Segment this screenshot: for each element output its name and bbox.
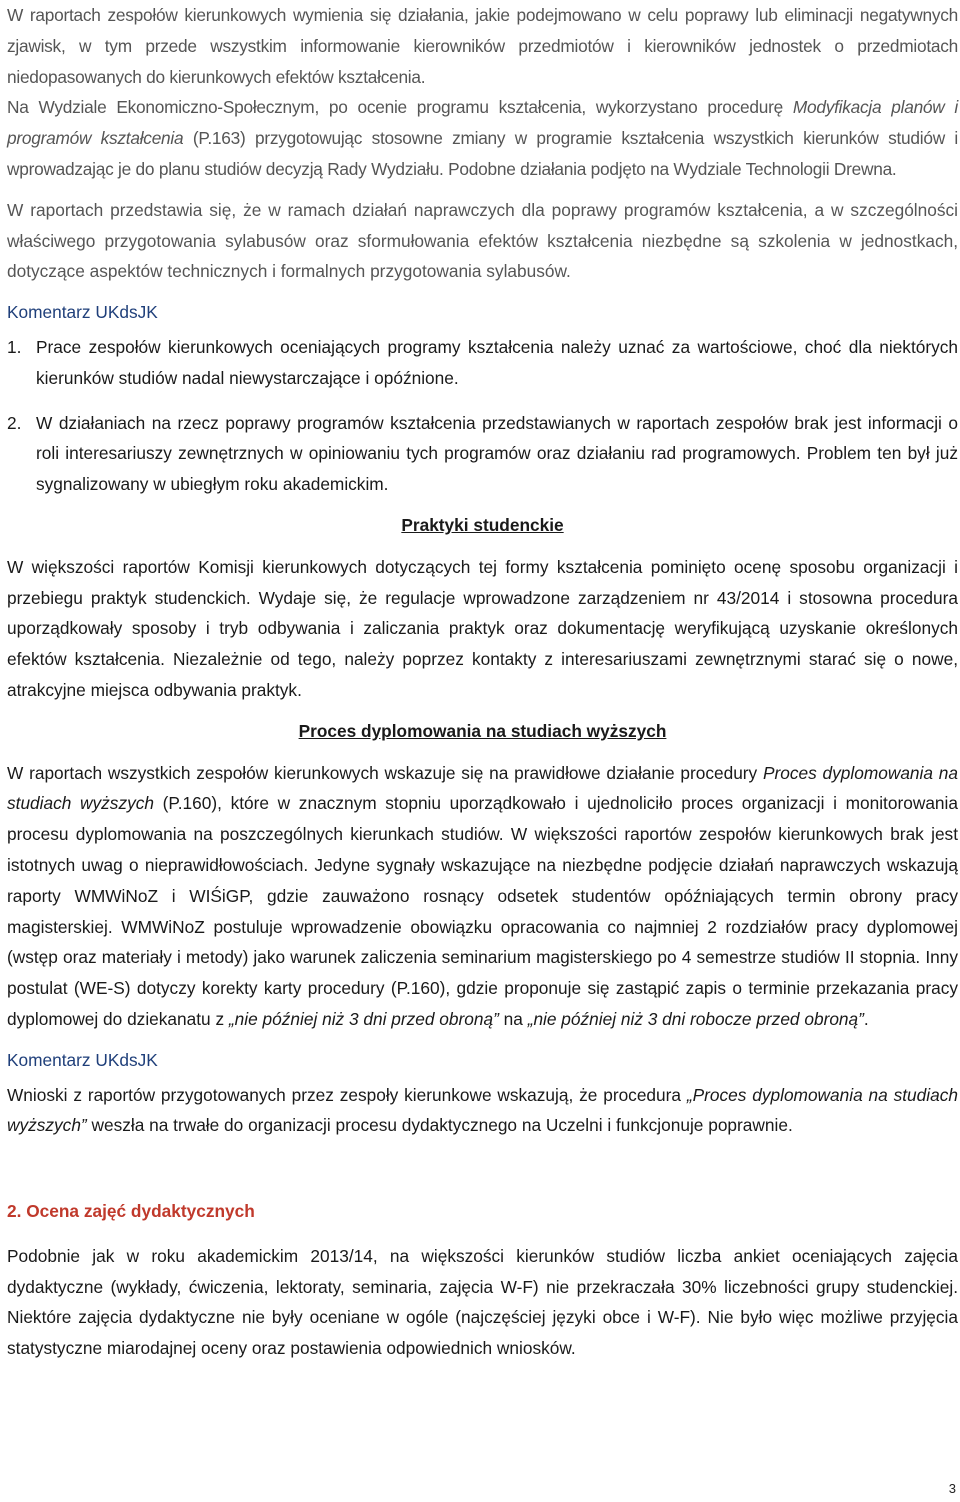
- list-item: [7, 332, 958, 394]
- section-heading: 2. Ocena zajęć dydaktycznych: [7, 1201, 255, 1222]
- text-span: Na Wydziale Ekonomiczno-Społecznym, po ocenie programu kształcenia, wykorzystano procedurę: [7, 97, 793, 118]
- text-span: weszła na trwałe do organizacji procesu dydaktycznego na Uczelni i funkcjonuje poprawnie.: [86, 1115, 793, 1136]
- text-span: (P.163) przygotowując stosowne zmiany w programie kształcenia wszystkich kierunków studiów i wprowadzając je do planu studiów decyzją Rady Wydziału. Podobne działania podjęto na Wydziale Technologii Drewna.: [7, 128, 958, 179]
- list-item: [7, 408, 958, 500]
- comment-list: [7, 332, 958, 500]
- text-span: W raportach wszystkich zespołów kierunkowych wskazuje się na prawidłowe działanie procedury: [7, 762, 763, 783]
- paragraph-wes: [7, 92, 958, 184]
- paragraph-dyplomowanie: [7, 758, 958, 1035]
- komentarz-label: Komentarz UKdsJK: [7, 1049, 158, 1070]
- paragraph-actions: W raportach zespołów kierunkowych wymienia się działania, jakie podejmowano w celu poprawy lub eliminacji negatywnych zjawisk, w tym przede wszystkim informowanie kierowników przedmiotów i kierowników jednostek o przedmiotach niedopasowanych do kierunkowych efektów kształcenia.: [7, 5, 958, 87]
- heading-praktyki: Praktyki studenckie: [401, 514, 564, 535]
- procedure-name: Proces dyplomowania na studiach wyższych: [7, 762, 958, 814]
- heading-dyplomowanie: Proces dyplomowania na studiach wyższych: [298, 720, 667, 741]
- list-number: 1.: [7, 336, 22, 357]
- paragraph-wnioski: [7, 1080, 958, 1142]
- paragraph-training: W raportach przedstawia się, że w ramach działań naprawczych dla poprawy programów kształcenia, a w szczególności właściwego przygotowania sylabusów oraz sformułowania efektów kształcenia niezbędne są szkolenia w jednostkach, dotyczące aspektów technicznych i formalnych przygotowania sylabusów.: [7, 199, 958, 282]
- quote-text: „nie później niż 3 dni robocze przed obroną”: [527, 1008, 864, 1029]
- paragraph-praktyki: W większości raportów Komisji kierunkowych dotyczących tej formy kształcenia pominięto ocenę sposobu organizacji i przebiegu praktyk studenckich. Wydaje się, że regulacje wprowadzone zarządzeniem nr 43/2014 i stosowna procedura uporządkowały sposoby i tryb odbywania i zaliczania praktyk oraz dokumentację weryfikującą uzyskanie określonych efektów kształcenia. Niezależnie od tego, należy poprzez kontakty z interesariuszami zewnętrznymi starać się o nowe, atrakcyjne miejsca odbywania praktyk.: [7, 556, 958, 700]
- list-text: Prace zespołów kierunkowych oceniających programy kształcenia należy uznać za wartościowe, choć dla niektórych kierunków studiów nadal niewystarczające i opóźnione.: [36, 336, 958, 388]
- page-number: 3: [948, 1481, 956, 1496]
- text-span: (P.160), które w znacznym stopniu uporządkowało i ujednoliciło proces organizacji i monitorowania procesu dyplomowania na poszczególnych kierunkach studiów. W większości raportów zespołów kierunkowych brak jest istotnych uwag o nieprawidłowościach. Jedyne sygnały wskazujące na niezbędne podjęcie działań naprawczych wskazują raporty WMWiNoZ i WIŚiGP, gdzie zauważono rosnący odsetek studentów opóźniających termin obrony pracy magisterskiej. WMWiNoZ postuluje wprowadzenie obowiązku opracowania co najmniej 2 rozdziałów pracy dyplomowej (wstęp oraz materiały i metody) jako warunek zaliczenia seminarium magisterskiego po 4 semestrze studiów II stopnia. Inny postulat (WE-S) dotyczy korekty karty procedury (P.160), gdzie proponuje się zastąpić zapis o terminie przekazania pracy dyplomowej do dziekanatu z: [7, 793, 958, 1029]
- komentarz-label: Komentarz UKdsJK: [7, 302, 158, 323]
- list-number: 2.: [7, 412, 22, 433]
- procedure-name: „Proces dyplomowania na studiach wyższych”: [7, 1084, 958, 1136]
- list-text: W działaniach na rzecz poprawy programów kształcenia przedstawianych w raportach zespołów brak jest informacji o roli interesariuszy zewnętrznych w opiniowaniu tych programów oraz działaniu rad programowych. Problem ten był już sygnalizowany w ubiegłym roku akademickim.: [36, 412, 958, 495]
- text-span: .: [863, 1008, 869, 1029]
- text-span: na: [498, 1008, 528, 1029]
- paragraph-ocena: Podobnie jak w roku akademickim 2013/14, na większości kierunków studiów liczba ankiet oceniających zajęcia dydaktyczne (wykłady, ćwiczenia, lektoraty, seminaria, zajęcia W-F) nie przekraczała 30% liczebności grupy studenckiej. Niektóre zajęcia dydaktyczne nie były oceniane w ogóle (najczęściej języki obce i W-F). Nie było więc możliwe przyjęcia statystyczne miarodajnej oceny oraz postawienia odpowiednich wniosków.: [7, 1245, 958, 1359]
- quote-text: „nie później niż 3 dni przed obroną”: [228, 1008, 499, 1029]
- text-span: Wnioski z raportów przygotowanych przez zespoły kierunkowe wskazują, że procedura: [7, 1084, 687, 1105]
- procedure-name: Modyfikacja planów i programów kształcenia: [7, 97, 958, 149]
